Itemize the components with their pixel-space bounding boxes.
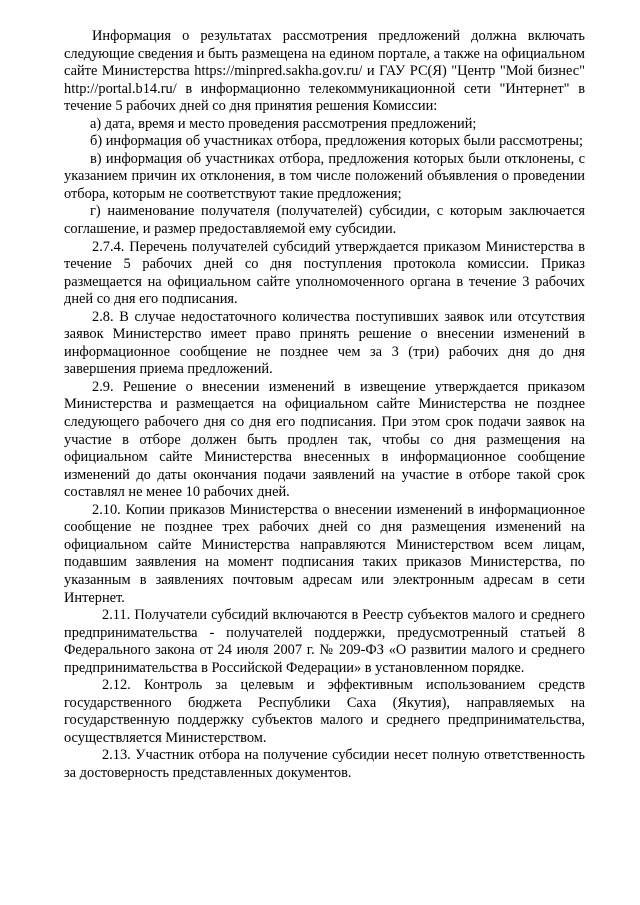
paragraph-2-12: 2.12. Контроль за целевым и эффективным использованием средств государственного бюджета Республики Саха (Якутия), направляемых на государственную поддержку субъектов малого и среднего предпринимательства, осуществляется Министерством.: [64, 677, 585, 746]
document-page: [64, 28, 585, 783]
paragraph-2-10: 2.10. Копии приказов Министерства о внесении изменений в информационное сообщение не позднее трех рабочих дней со дня размещения изменений на официальном сайте Министерства направляются Министерством всем лицам, подавшим заявления на момент подписания таких приказов Министерства, по указанным в заявлениях почтовым адресам или электронным адресам в сети Интернет.: [64, 501, 585, 606]
paragraph-2-11: 2.11. Получатели субсидий включаются в Реестр субъектов малого и среднего предпринимательства - получателей поддержки, предусмотренный статьей 8 Федерального закона от 24 июля 2007 г. № 209-ФЗ «О развитии малого и среднего предпринимательства в Российской Федерации» в установленном порядке.: [64, 607, 585, 676]
paragraph-2-7-4: 2.7.4. Перечень получателей субсидий утверждается приказом Министерства в течение 5 рабочих дней со дня поступления протокола комиссии. Приказ размещается на официальном сайте уполномоченного органа в течение 3 рабочих дней со дня его подписания.: [64, 238, 585, 308]
paragraph-2-13: 2.13. Участник отбора на получение субсидии несет полную ответственность за достоверность представленных документов.: [64, 747, 585, 781]
list-item-v: в) информация об участниках отбора, предложения которых были отклонены, с указанием причин их отклонения, в том числе положений объявления о проведении отбора, которым не соответствуют такие предложения;: [64, 150, 585, 202]
list-item-b: б) информация об участниках отбора, предложения которых были рассмотрены;: [90, 133, 583, 150]
paragraph-2-8: 2.8. В случае недостаточного количества поступивших заявок или отсутствия заявок Министерство имеет право принять решение о внесении изменений в информационное сообщение не позднее чем за 3 (три) рабочих дня до дня завершения приема предложений.: [64, 308, 585, 378]
list-item-g: г) наименование получателя (получателей) субсидии, с которым заключается соглашение, и размер предоставляемой ему субсидии.: [64, 203, 585, 238]
list-item-a: а) дата, время и место проведения рассмотрения предложений;: [90, 115, 477, 132]
paragraph-results-info: Информация о результатах рассмотрения предложений должна включать следующие сведения и быть размещена на едином портале, а также на официальном сайте Министерства https://minpred.sakha.gov.ru/ и ГАУ РС(Я) "Центр "Мой бизнес" http://portal.b14.ru/ в информационно телекоммуникационной сети "Интернет" в течение 5 рабочих дней со дня принятия решения Комиссии:: [64, 28, 585, 115]
paragraph-2-9: 2.9. Решение о внесении изменений в извещение утверждается приказом Министерства и размещается на официальном сайте Министерства не позднее следующего рабочего дня со дня его подписания. При этом срок подачи заявок на участие в отборе должен быть продлен так, чтобы со дня размещения на официальном сайте Министерства внесенных в информационное сообщение изменений до даты окончания подачи заявлений на участие в отборе такой срок составлял не менее 10 рабочих дней.: [64, 378, 585, 501]
